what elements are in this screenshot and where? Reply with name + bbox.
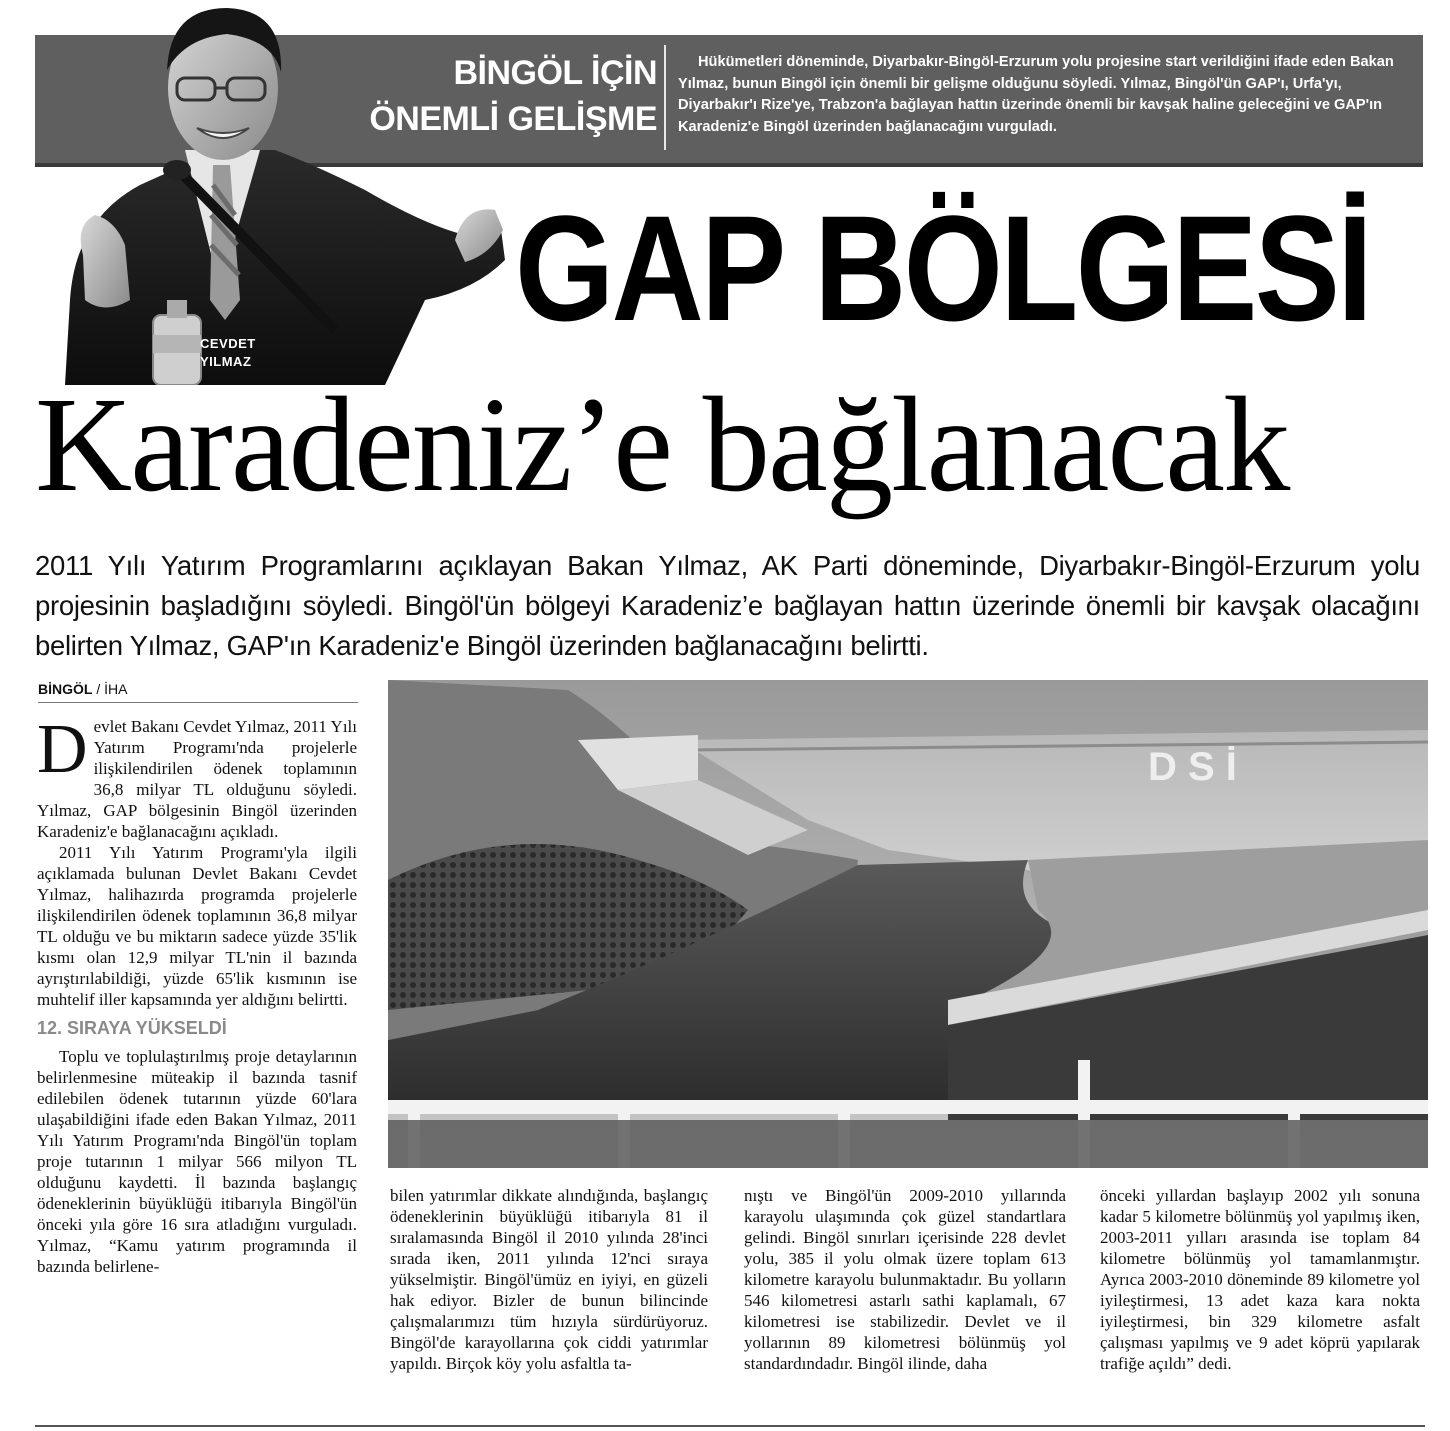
- drop-cap: D: [37, 711, 88, 788]
- article-column-1: [37, 711, 357, 1277]
- dateline-separator: /: [92, 681, 105, 697]
- article-subhead: 12. SIRAYA YÜKSELDİ: [37, 1018, 227, 1038]
- article-column-3: [744, 1185, 1066, 1374]
- headline-primary: GAP BÖLGESİ: [515, 184, 1371, 352]
- lead-paragraph: 2011 Yılı Yatırım Programlarını açıklayan Bakan Yılmaz, AK Parti döneminde, Diyarbakır-Bingöl-Erzurum yolu projesinin başladığını söyledi. Bingöl'ün bölgeyi Karadeniz’e bağlayan hattın üzerinde önemli bir kavşak olacağını belirten Yılmaz, GAP'ın Karadeniz'e Bingöl üzerinden bağlanacağını belirtti.: [35, 550, 1420, 661]
- article-paragraph-3: Toplu ve toplulaştırılmış proje detaylarının belirlenmesine müteakip il bazında tasnif edilebilen ödenek tutarının yüzde 60'lara ulaşabildiğini ifade eden Bakan Yılmaz, 2011 Yılı Yatırım Programı'nda Bingöl'ün toplam proje tutarının 1 milyar 566 milyon TL olduğunu kaydetti. İl bazında başlangıç ödeneklerinin büyüklüğü itibarıyla Bingöl'ün önceki yıla göre 16 sıra atladığını vurguladı. Yılmaz, “Kamu yatırım programında il bazında belirlene-: [37, 1047, 357, 1276]
- article-paragraph-2: 2011 Yılı Yatırım Programı'yla ilgili açıklamada bulunan Devlet Bakanı Cevdet Yılmaz, halihazırda programda projelerle ilişkilendirilen ödenek toplamının 36,8 milyar TL olduğu ve bu miktarın sadece yüzde 35'lik kısmı olan 12,9 milyar TL'nin il bazında ayrıştırılabildiği, yüzde 65'lik kısmının ise muhtelif iller kapsamında yer aldığını belirtti.: [37, 843, 357, 1009]
- headline-secondary: Karadeniz’e bağlanacak: [35, 370, 1289, 520]
- banner-divider: [664, 45, 666, 150]
- article-column-4: [1100, 1185, 1420, 1374]
- photo-caption: [200, 335, 310, 371]
- bottom-rule: [35, 1425, 1425, 1427]
- dam-photo: [388, 680, 1428, 1168]
- article-column-3-text: nıştı ve Bingöl'ün 2009-2010 yıllarında karayolu ulaşımında çok güzel standartlara gelindi. Bingöl sınırları içerisinde 228 devlet yolu, 385 il yolu olmak üzere toplam 613 kilometre karayolu bulunmaktadır. Bu yolların 546 kilometresi astarlı sathi kaplamalı, 67 kilometresi ise stabilizedir. Devlet ve il yollarının 89 kilometresi bölünmüş yol standardındadır. Bingöl ilinde, daha: [744, 1186, 1066, 1373]
- dateline-place: BİNGÖL: [38, 681, 93, 697]
- article-paragraph-1: evlet Bakanı Cevdet Yılmaz, 2011 Yılı Yatırım Programı'nda projelerle ilişkilendirilen ödenek toplamının 36,8 milyar TL olduğunu söyledi. Yılmaz, GAP bölgesinin Bingöl üzerinden Karadeniz'e bağlanacağını açıkladı.: [37, 717, 357, 841]
- dateline-rule: [38, 702, 358, 703]
- article-column-4-text: önceki yıllardan başlayıp 2002 yılı sonuna kadar 5 kilometre bölünmüş yol yapılmış iken, 2003-2011 yılları arasında ise toplam 84 kilometre bölünmüş yol tamamlanmıştır. Ayrıca 2003-2010 döneminde 89 kilometre yol iyileştirmesi, 13 adet kaza kara nokta iyileştirmesi, bin 329 kilometre asfalt çalışması yapılmış ve 9 adet köprü yapılarak trafiğe açıldı” dedi.: [1100, 1186, 1420, 1373]
- caption-line2: YILMAZ: [200, 354, 252, 369]
- dam-sign: D S İ: [1148, 745, 1237, 789]
- article-column-2: [390, 1185, 708, 1374]
- banner-title-line1: BİNGÖL İÇİN: [453, 54, 657, 92]
- dateline: [38, 681, 127, 697]
- article-column-2-text: bilen yatırımlar dikkate alındığında, başlangıç ödeneklerinin büyüklüğü itibarıyla 81 il sıralamasında Bingöl il 2010 yılında 28'inci sırada iken, 2011 yılında 12'nci sıraya yükselmiştir. Bingöl'ümüz en iyiyi, en güzeli hak ediyor. Bizler de bunun bilincinde çalışmalarımızı tüm hızıyla sürdürüyoruz. Bingöl'de karayollarına çok ciddi yatırımlar yapıldı. Birçok köy yolu asfaltla ta-: [390, 1186, 708, 1373]
- caption-line1: CEVDET: [200, 336, 256, 351]
- minister-photo: [45, 0, 505, 385]
- banner-title-line2: ÖNEMLİ GELİŞME: [369, 100, 657, 138]
- dateline-agency: İHA: [104, 681, 128, 697]
- banner-text: Hükümetleri döneminde, Diyarbakır-Bingöl-Erzurum yolu projesine start verildiğini ifade eden Bakan Yılmaz, bunun Bingöl için önemli bir gelişme olduğunu söyledi. Yılmaz, Bingöl'ün GAP'ı, Urfa'yı, Diyarbakır'ı Rize'ye, Trabzon'a bağlayan hattın üzerinde önemli bir kavşak haline geleceğini ve GAP'ın Karadeniz'e Bingöl üzerinden bağlanacağını vurguladı.: [678, 54, 1394, 135]
